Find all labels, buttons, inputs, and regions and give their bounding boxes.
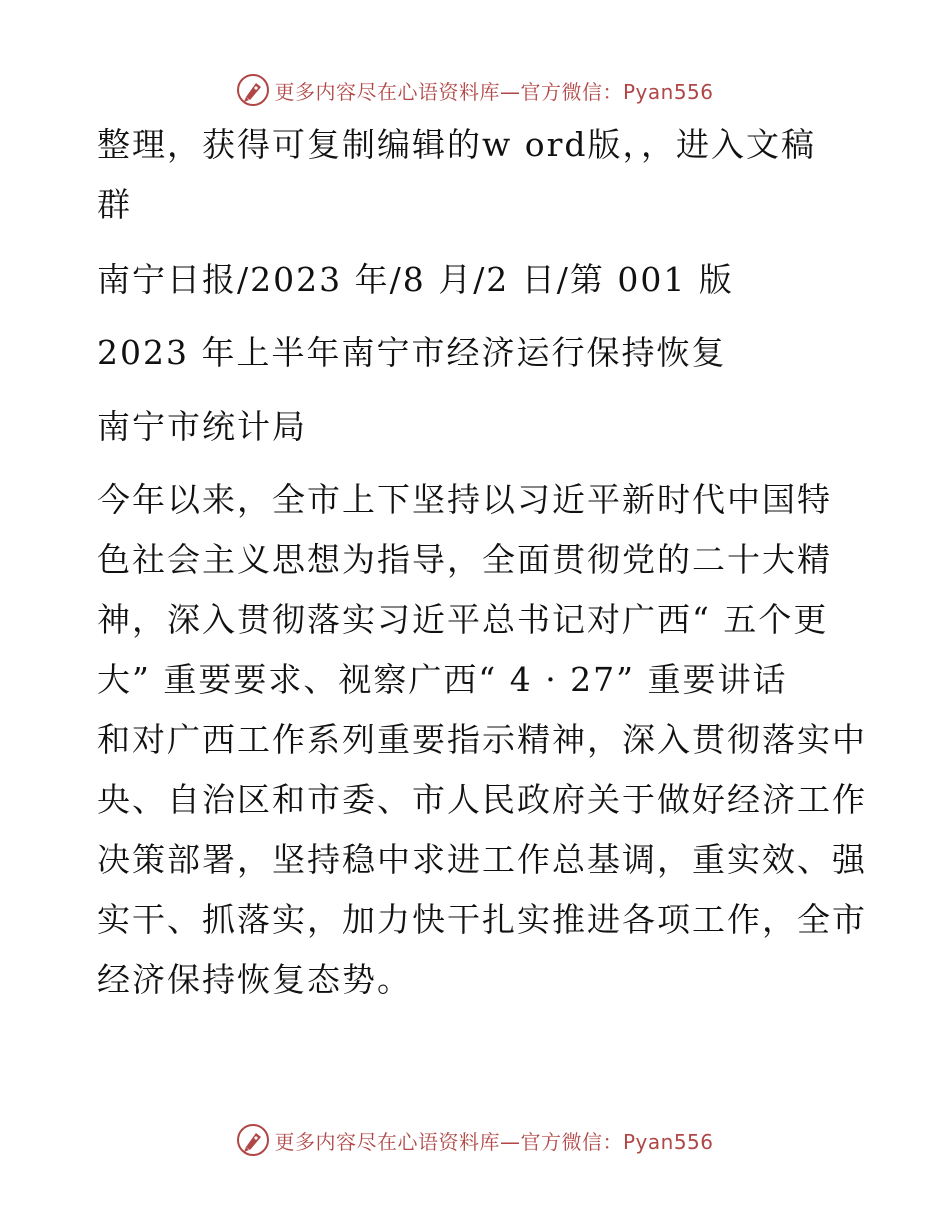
footer-banner — [0, 1120, 950, 1160]
paragraph-line: 和对广西工作系列重要指示精神，深入贯彻落实中 — [97, 720, 867, 759]
paragraph-line: 今年以来，全市上下坚持以习近平新时代中国特 — [97, 480, 832, 519]
wechat-id: Pyan556 — [622, 1129, 714, 1154]
article-title — [97, 323, 857, 383]
title-text: 2023 年上半年南宁市经济运行保持恢复 — [97, 333, 727, 372]
pen-nib-logo-icon — [236, 1123, 270, 1157]
paragraph-line: 色社会主义思想为指导，全面贯彻党的二十大精 — [97, 540, 832, 579]
header-banner — [0, 70, 950, 110]
paragraph-line: 大” 重要要求、视察广西“ 4 · 27” 重要讲话 — [97, 660, 788, 699]
banner-slogan: 更多内容尽在心语资料库—官方微信： — [274, 79, 623, 104]
source-text: 南宁日报/2023 年/8 月/2 日/第 001 版 — [97, 260, 734, 299]
wechat-id: Pyan556 — [622, 79, 714, 104]
banner-text — [274, 76, 713, 105]
paragraph-line: 央、自治区和市委、市人民政府关于做好经济工作 — [97, 780, 867, 819]
pen-nib-logo-icon — [236, 73, 270, 107]
banner-text — [274, 1126, 713, 1155]
paragraph-line: 经济保持恢复态势。 — [97, 960, 412, 999]
author-text: 南宁市统计局 — [97, 407, 307, 446]
paragraph-line: 决策部署，坚持稳中求进工作总基调，重实效、强 — [97, 840, 867, 879]
paragraph-line: 神，深入贯彻落实习近平总书记对广西“ 五个更 — [97, 600, 829, 639]
banner-slogan: 更多内容尽在心语资料库—官方微信： — [274, 1129, 623, 1154]
paragraph-line: 实干、抓落实，加力快干扎实推进各项工作，全市 — [97, 900, 867, 939]
article-paragraph — [97, 470, 867, 1010]
intro-text — [97, 115, 857, 235]
intro-line: 整理，获得可复制编辑的w ord版，，进入文稿 — [97, 125, 817, 164]
article-author — [97, 397, 857, 457]
intro-line: 群 — [97, 185, 132, 224]
source-line — [97, 250, 857, 310]
